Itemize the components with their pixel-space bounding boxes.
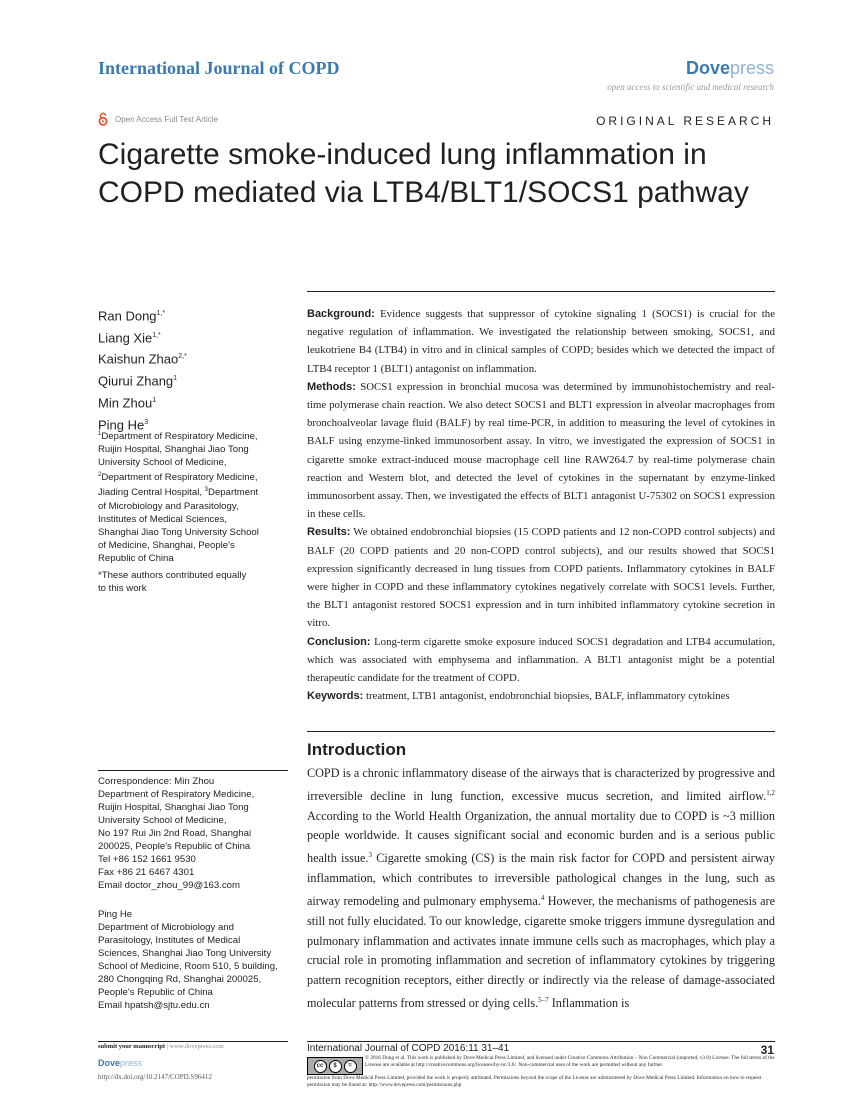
open-access-label: Open Access Full Text Article <box>115 114 219 124</box>
logo-bold: Dove <box>685 58 730 78</box>
title-line-2: COPD mediated via LTB4/BLT1/SOCS1 pathway <box>98 176 749 209</box>
title-line-1: Cigarette smoke-induced lung inflammation in <box>98 138 707 171</box>
article-type: ORIGINAL RESEARCH <box>596 114 774 128</box>
license-text-continued: permission from Dove Medical Press Limited, provided the work is properly attributed. Permissions beyond the scope of the License are administered by Dove Medical Press Limited. Information on how to request permission may be found at: http://www.dovepress.com/permissions.php <box>307 1075 762 1088</box>
license-text: © 2016 Dong et al. This work is published by Dove Medical Press Limited, and licensed under Creative Commons Attribution – Non Commercial (unported, v3.0) License. The full terms of the License are available at http://creativecommons.org/licenses/by-nc/3.0/. Non-commercial uses of the work are permitted without any further <box>365 1055 775 1068</box>
dovepress-logo <box>686 58 774 79</box>
abstract-background: Background: Evidence suggests that suppressor of cytokine signaling 1 (SOCS1) is crucial for the negative regulation of inflammation. We investigated the relationship between smoking, SOCS1, and leukotriene B4 (LTB4) in vitro and in clinical samples of COPD; besides which we detected the impact of LTB4 receptor 1 (BLT1) antagonist on inflammation. <box>307 308 775 375</box>
divider <box>307 731 775 732</box>
equal-contribution-note: *These authors contributed equally to this work <box>98 570 247 594</box>
author-list <box>98 304 187 434</box>
introduction-paragraph: COPD is a chronic inflammatory disease of the airways that is characterized by progressive and irreversible decline in lung function, excessive mucus secretion, and limited airflow.$^{1,2}$ According to the World Health Organization, the annual mortality due to COPD is ~3 million people worldwide. It causes significant social and economic burden and is a serious public health issue.$^3$ Cigarette smoking (CS) is the main risk factor for COPD and persistent airway inflammation, which contributes to irreversible pathological changes in the lung, such as airway remodeling and pulmonary emphysema.$^4$ However, the mechanisms of pathogenesis are still not fully elucidated. To our knowledge, cigarette smoke triggers immune dysregulation and pulmonary inflammation and activates innate immune cells such as macrophages, which play a crucial role in promoting inflammation and secretion of inflammatory cytokines by triggering pattern recognition receptors, either directly or indirectly via the release of damage-associated molecular patterns from stressed or dying cells.$^{5-7}$ Inflammation is <box>307 766 776 1011</box>
correspondence-block: Correspondence: Min Zhou Department of Respiratory Medicine, Ruijin Hospital, Shanghai Jiao Tong University School of Medicine, No 197 Rui Jin 2nd Road, Shanghai 200025, People's Republic of China Tel +86 152 1661 9530 Fax +86 21 6467 4301 Email doctor_zhou_99@163.com <box>98 775 293 892</box>
abstract-methods: Methods: SOCS1 expression in bronchial mucosa was determined by immunohistochemistry and real-time polymerase chain reaction. We also detect SOCS1 and BLT1 expression in alveolar macrophages from bronchoalveolar lavage fluid (BALF) by real time-PCR, in addition to measuring the level of cytokines in BALF using enzyme-linked immunosorbent assay. In vitro, we investigated the expression of SOCS1 in cigarette smoke extract-induced mouse macrophage cell line RAW264.7 by real-time polymerase chain reaction and Western blot, and detected the level of cytokines in the supernatant by enzyme-linked immunosorbent assay. Then, we investigated the effects of BLT1 antagonist U-75302 on SOCS1 expression in these cells. <box>307 380 776 521</box>
divider <box>98 770 288 771</box>
page-number: 31 <box>760 1043 774 1057</box>
divider <box>307 1041 775 1042</box>
author: Liang Xie$^{1,*}$ <box>98 330 161 346</box>
affiliations: $^1$Department of Respiratory Medicine, Ruijin Hospital, Shanghai Jiao Tong University School of Medicine, $^2$Department of Respiratory Medicine, Jiading Central Hospital, $^3$Department of Microbiology and Parasitology, Institutes of Medical Sciences, Shanghai Jiao Tong University School of Medicine, Shanghai, People's Republic of China <box>98 431 259 564</box>
abstract-keywords: Keywords: treatment, LTB1 antagonist, endobronchial biopsies, BALF, inflammatory cytokines <box>307 690 730 703</box>
publisher-tagline: open access to scientific and medical research <box>607 82 774 92</box>
author: Kaishun Zhao$^{2,*}$ <box>98 351 187 367</box>
author: Qiurui Zhang$^1$ <box>98 373 178 389</box>
abstract-results: Results: We obtained endobronchial biopsies (15 COPD patients and 12 non-COPD control subjects) and BALF (20 COPD patients and 20 non-COPD control subjects), and our results showed that SOCS1 expression significantly decreased in lung tissues from COPD patients. Inflammatory cytokines in BALF were higher in COPD and these inflammatory cytokines negatively correlate with SOCS1 levels. Further, the BLT1 antagonist restored SOCS1 expression and in turn inhibited inflammatory cytokine secretion in vitro. <box>307 526 775 630</box>
logo-light: press <box>729 58 774 78</box>
journal-citation: International Journal of COPD 2016:11 31–41 <box>307 1043 510 1054</box>
author: Ran Dong$^{1,*}$ <box>98 308 166 324</box>
correspondence-email[interactable]: Email doctor_zhou_99@163.com <box>98 880 240 891</box>
abstract <box>307 305 775 705</box>
doi-link[interactable]: http://dx.doi.org/10.2147/COPD.S96412 <box>98 1073 212 1081</box>
open-access-badge <box>97 112 218 126</box>
creative-commons-icon[interactable]: cc $ = <box>307 1057 363 1075</box>
submit-manuscript-link[interactable]: submit your manuscript | www.dovepress.com <box>98 1043 224 1050</box>
section-heading: Introduction <box>307 740 407 759</box>
author: Ping He$^3$ <box>98 417 149 432</box>
divider <box>98 1041 288 1042</box>
article-title <box>98 136 798 212</box>
divider <box>307 291 775 292</box>
correspondence-block: Ping He Department of Microbiology and Parasitology, Institutes of Medical Sciences, Shanghai Jiao Tong University School of Medicine, Room 510, 5 building, 280 Chongqing Rd, Shanghai 200025, People's Republic of China Email hpatsh@sjtu.edu.cn <box>98 908 293 1012</box>
open-access-icon <box>97 112 109 126</box>
abstract-conclusion: Conclusion: Long-term cigarette smoke exposure induced SOCS1 degradation and LTB4 accumulation, which was associated with emphysema and inflammation. A BLT1 antagonist might be a potential therapeutic candidate for the treatment of COPD. <box>307 635 775 685</box>
journal-name: International Journal of COPD <box>98 58 340 78</box>
correspondence-email[interactable]: Email hpatsh@sjtu.edu.cn <box>98 1000 210 1011</box>
footer-dovepress-logo: Dovepress <box>98 1058 143 1068</box>
author: Min Zhou$^1$ <box>98 395 157 411</box>
